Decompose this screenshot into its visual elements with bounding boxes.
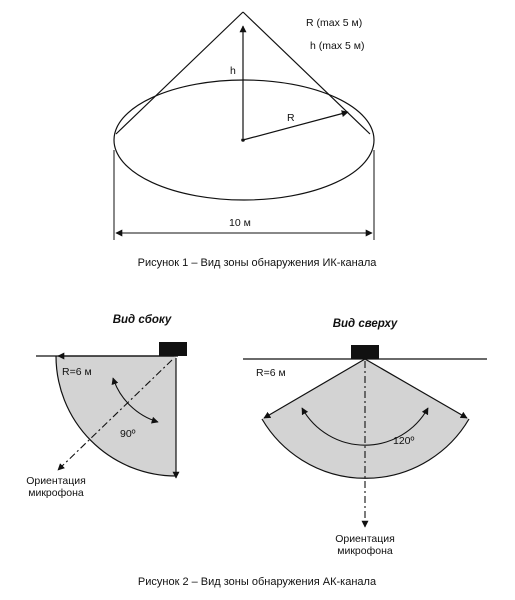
side-view-orientation-label-2: микрофона	[28, 487, 84, 499]
label-width: 10 м	[229, 217, 251, 229]
side-view-angle-label: 90º	[120, 428, 136, 440]
cone-right-edge	[243, 12, 370, 134]
radius-arrow	[243, 112, 348, 140]
cone-left-edge	[116, 12, 243, 134]
top-view-sensor	[351, 345, 379, 359]
figure1-caption: Рисунок 1 – Вид зоны обнаружения ИК-канала	[137, 257, 377, 269]
side-view-sensor	[159, 342, 187, 356]
top-view-orientation-label-1: Ориентация	[335, 533, 395, 545]
figure2-caption: Рисунок 2 – Вид зоны обнаружения АК-канала	[137, 576, 377, 588]
figure1-ir-cone	[114, 12, 377, 269]
top-view-radius-label: R=6 м	[256, 367, 286, 379]
top-view-title: Вид сверху	[332, 318, 398, 330]
label-h-max: h (max 5 м)	[310, 40, 365, 52]
cone-center-point	[241, 138, 245, 142]
label-r: R	[287, 112, 295, 124]
label-r-max: R (max 5 м)	[306, 17, 363, 29]
side-view-radius-label: R=6 м	[62, 366, 92, 378]
label-h: h	[230, 65, 236, 77]
top-view-angle-label: 120º	[393, 435, 415, 447]
side-view-title: Вид сбоку	[112, 314, 172, 326]
figure2-top-view	[243, 318, 487, 557]
side-view-orientation-label-1: Ориентация	[26, 475, 86, 487]
top-view-orientation-label-2: микрофона	[337, 545, 393, 557]
figure2-side-view	[26, 314, 187, 499]
